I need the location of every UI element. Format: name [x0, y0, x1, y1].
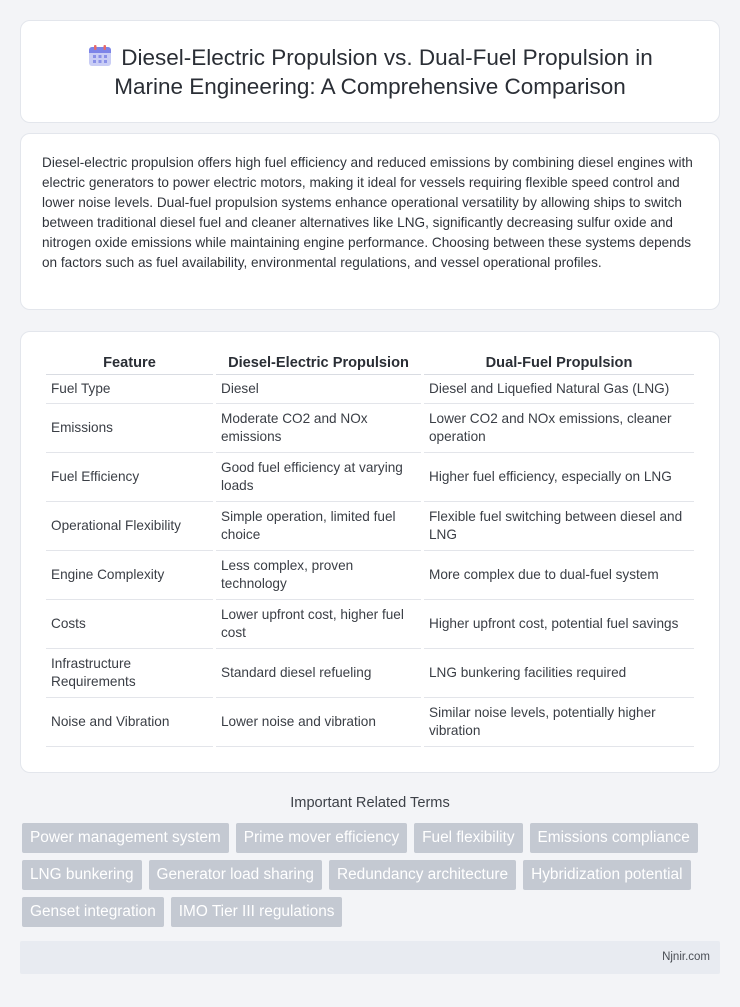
feature-cell: Engine Complexity — [46, 551, 213, 600]
table-row — [46, 375, 694, 404]
dual-fuel-cell: Lower CO2 and NOx emissions, cleaner operation — [424, 404, 694, 453]
related-term-tag[interactable]: Emissions compliance — [530, 823, 698, 853]
diesel-electric-cell: Good fuel efficiency at varying loads — [216, 453, 421, 502]
related-term-tag[interactable]: Power management system — [22, 823, 229, 853]
diesel-electric-cell: Simple operation, limited fuel choice — [216, 502, 421, 551]
table-header-row — [46, 353, 694, 375]
diesel-electric-cell: Diesel — [216, 375, 421, 404]
summary-text: Diesel-electric propulsion offers high fuel efficiency and reduced emissions by combining diesel engines with electric generators to power electric motors, making it ideal for vessels requiring flexible speed control and lower noise levels. Dual-fuel propulsion systems enhance operational versatility by allowing ships to switch between traditional diesel fuel and cleaner alternatives like LNG, significantly decreasing sulfur oxide and nitrogen oxide emissions while maintaining engine performance. Choosing between these systems depends on factors such as fuel availability, environmental regulations, and vessel operational profiles. — [42, 155, 693, 270]
feature-cell: Operational Flexibility — [46, 502, 213, 551]
table-row — [46, 404, 694, 453]
header-dual-fuel: Dual-Fuel Propulsion — [424, 353, 694, 375]
diesel-electric-cell: Moderate CO2 and NOx emissions — [216, 404, 421, 453]
related-terms-list — [22, 823, 718, 927]
table-row — [46, 698, 694, 747]
related-term-tag[interactable]: Fuel flexibility — [414, 823, 522, 853]
dual-fuel-cell: Flexible fuel switching between diesel and LNG — [424, 502, 694, 551]
footer — [20, 941, 720, 974]
feature-cell: Costs — [46, 600, 213, 649]
comparison-table — [43, 353, 697, 747]
feature-cell: Infrastructure Requirements — [46, 649, 213, 698]
header-feature: Feature — [46, 353, 213, 375]
page-title-text: Diesel-Electric Propulsion vs. Dual-Fuel Propulsion in Marine Engineering: A Comprehensive Comparison — [114, 44, 653, 99]
feature-cell: Fuel Efficiency — [46, 453, 213, 502]
dual-fuel-cell: More complex due to dual-fuel system — [424, 551, 694, 600]
calendar-icon — [87, 44, 113, 68]
footer-site-link[interactable]: Njnir.com — [662, 951, 710, 963]
dual-fuel-cell: Higher upfront cost, potential fuel savings — [424, 600, 694, 649]
diesel-electric-cell: Standard diesel refueling — [216, 649, 421, 698]
dual-fuel-cell: Diesel and Liquefied Natural Gas (LNG) — [424, 375, 694, 404]
page-title — [61, 43, 679, 101]
table-row — [46, 600, 694, 649]
diesel-electric-cell: Lower noise and vibration — [216, 698, 421, 747]
related-term-tag[interactable]: Generator load sharing — [149, 860, 322, 890]
dual-fuel-cell: LNG bunkering facilities required — [424, 649, 694, 698]
table-row — [46, 502, 694, 551]
summary-card — [20, 133, 720, 310]
comparison-table-card — [20, 331, 720, 773]
dual-fuel-cell: Similar noise levels, potentially higher vibration — [424, 698, 694, 747]
feature-cell: Fuel Type — [46, 375, 213, 404]
table-row — [46, 649, 694, 698]
header-diesel-electric: Diesel-Electric Propulsion — [216, 353, 421, 375]
related-term-tag[interactable]: Prime mover efficiency — [236, 823, 407, 853]
feature-cell: Emissions — [46, 404, 213, 453]
title-card — [20, 20, 720, 123]
related-term-tag[interactable]: Hybridization potential — [523, 860, 690, 890]
related-term-tag[interactable]: LNG bunkering — [22, 860, 142, 890]
feature-cell: Noise and Vibration — [46, 698, 213, 747]
dual-fuel-cell: Higher fuel efficiency, especially on LNG — [424, 453, 694, 502]
related-term-tag[interactable]: Redundancy architecture — [329, 860, 516, 890]
related-terms-title: Important Related Terms — [290, 795, 450, 811]
diesel-electric-cell: Less complex, proven technology — [216, 551, 421, 600]
table-row — [46, 551, 694, 600]
diesel-electric-cell: Lower upfront cost, higher fuel cost — [216, 600, 421, 649]
related-term-tag[interactable]: IMO Tier III regulations — [171, 897, 343, 927]
related-term-tag[interactable]: Genset integration — [22, 897, 164, 927]
table-row — [46, 453, 694, 502]
